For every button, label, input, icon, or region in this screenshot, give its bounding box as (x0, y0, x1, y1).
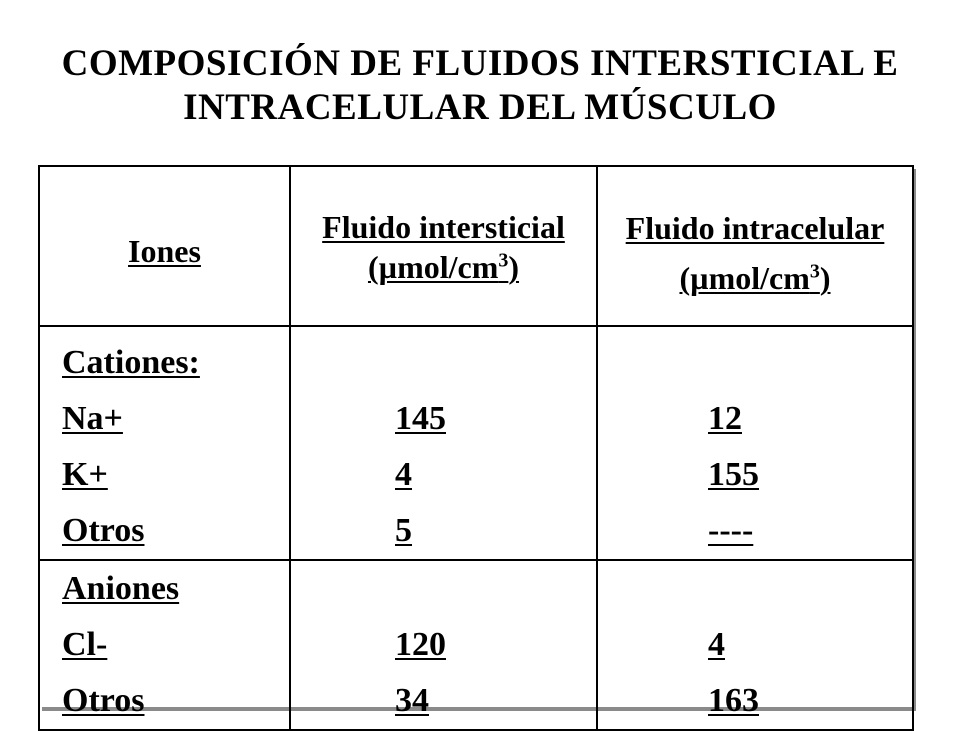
header-intracellular-name: Fluido intracelular (625, 210, 885, 246)
cations-labels-cell (39, 326, 290, 560)
ion-label-na: Na+ (62, 400, 123, 437)
title-line-1: COMPOSICIÓN DE FLUIDOS INTERSTICIAL E (61, 43, 899, 84)
value-k-intracellular: 155 (708, 456, 759, 493)
header-intracellular-unit (679, 260, 830, 296)
unit-close: ) (819, 260, 831, 296)
header-intracellular-cell (597, 166, 913, 326)
value-other-cations-intracellular: ---- (708, 512, 754, 549)
cations-heading: Cationes: (62, 344, 200, 381)
ion-label-k: K+ (62, 456, 108, 493)
header-ions: Iones (128, 233, 201, 269)
value-cl-interstitial: 120 (395, 626, 446, 663)
unit-base: (µmol/cm (679, 260, 810, 296)
cations-interstitial-cell (290, 326, 597, 560)
value-other-anions-intracellular: 163 (708, 682, 759, 719)
ion-composition-table (38, 165, 912, 719)
page-title (0, 42, 960, 130)
value-cl-intracellular: 4 (708, 626, 725, 663)
anions-labels-cell (39, 560, 290, 730)
value-other-cations-interstitial: 5 (395, 512, 412, 549)
value-na-interstitial: 145 (395, 400, 446, 437)
ion-label-other-anions: Otros (62, 682, 145, 719)
anions-heading: Aniones (62, 570, 180, 607)
table-row-cations (39, 326, 913, 560)
cations-intracellular-cell (597, 326, 913, 560)
anions-interstitial-cell (290, 560, 597, 730)
value-other-anions-interstitial: 34 (395, 682, 429, 719)
table-row-anions (39, 560, 913, 730)
ion-label-cl: Cl- (62, 626, 108, 663)
header-interstitial-cell (290, 166, 597, 326)
value-k-interstitial: 4 (395, 456, 412, 493)
unit-exponent: 3 (498, 249, 509, 272)
table-header-row (39, 166, 913, 326)
unit-base: (µmol/cm (367, 249, 499, 285)
ion-label-other-cations: Otros (62, 512, 145, 549)
unit-exponent: 3 (809, 260, 820, 283)
unit-close: ) (508, 249, 520, 285)
value-na-intracellular: 12 (708, 400, 742, 437)
header-interstitial-name: Fluido intersticial (322, 209, 565, 245)
title-line-2: INTRACELULAR DEL MÚSCULO (183, 87, 777, 128)
anions-intracellular-cell (597, 560, 913, 730)
header-ions-cell (39, 166, 290, 326)
header-interstitial-unit (368, 249, 519, 285)
